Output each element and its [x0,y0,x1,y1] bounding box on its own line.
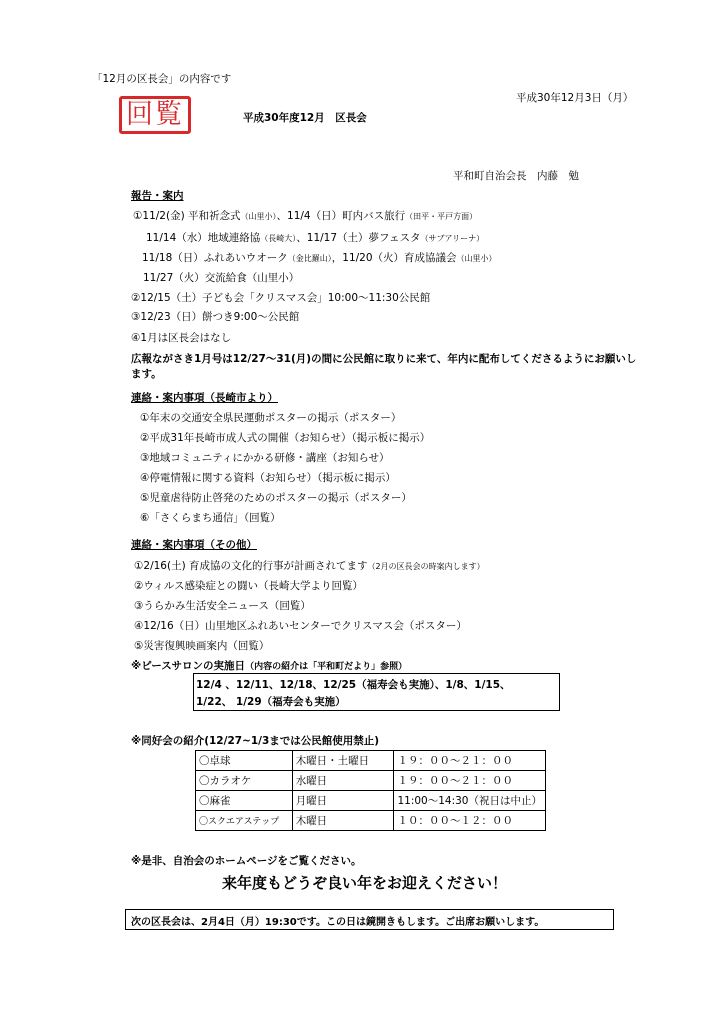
nagasaki-item: ①年末の交通安全県民運動ポスターの掲示（ポスター） [140,412,402,424]
new-year-greeting: 来年度もどうぞ良い年をお迎えください！ [222,874,508,892]
intro-text: 「12月の区長会」の内容です [92,73,232,85]
report-line: 11/27（火）交流給食（山里小） [143,272,300,284]
club-time: １０：００～１２：００ [394,811,546,831]
other-item: ①2/16(土) 育成協の文化的行事が計画されてます（2月の区長会の時案内します） [134,560,485,572]
other-item: ②ウィルス感染症との闘い（長崎大学より回覧） [134,580,363,592]
club-time: １９：００～２１：００ [394,751,546,771]
nagasaki-heading: 連絡・案内事項（長崎市より） [131,392,278,404]
club-name: 〇カラオケ [196,771,293,791]
other-heading: 連絡・案内事項（その他） [131,539,257,551]
document-title: 平成30年度12月 区長会 [243,112,367,124]
other-item: ③うらかみ生活安全ニュース（回覧） [134,600,311,612]
peace-salon-dates: 1/22、 1/29（福寿会も実施） [196,696,346,708]
report-line: 11/14（水）地域連絡協（長崎大）、11/17（土）夢フェスタ（サブアリーナ） [146,232,485,244]
next-meeting-text: 次の区長会は、2月4日（月）19:30です。この日は鏡開きもします。ご出席お願いします。 [131,917,545,928]
report-line: ①11/2(金) 平和祈念式（山里小）、11/4（日）町内バス旅行（田平・平戸方面） [133,210,478,222]
nagasaki-item: ②平成31年長崎市成人式の開催（お知らせ）（掲示板に掲示） [140,432,431,444]
report-line: ②12/15（土）子ども会「クリスマス会」10:00～11:30公民館 [131,292,431,304]
nagasaki-item: ⑤児童虐待防止啓発のためのポスターの掲示（ポスター） [140,492,412,504]
peace-salon-dates: 12/4 、12/11、12/18、12/25（福寿会も実施）、1/8、1/15、 [196,679,511,691]
author-name: 平和町自治会長 内藤 勉 [453,170,579,182]
clubs-heading: ※同好会の紹介(12/27~1/3までは公民館使用禁止) [131,735,380,747]
club-day: 月曜日 [292,791,394,811]
club-time: 11:00～14:30（祝日は中止） [394,791,546,811]
club-day: 木曜日 [292,811,394,831]
kouhou-notice-line1: 広報ながさき1月号は12/27～31(月)の間に公民館に取りに来て、年内に配布してくださるようにお願いし [131,353,637,365]
club-time: １９：００～２１：００ [394,771,546,791]
table-row [196,771,546,791]
nagasaki-item: ③地域コミュニティにかかる研修・講座（お知らせ） [140,452,390,464]
nagasaki-item: ⑥「さくらまち通信」（回覧） [140,512,281,524]
nagasaki-item: ④停電情報に関する資料（お知らせ）（掲示板に掲示） [140,472,396,484]
kouhou-notice-line2: ます。 [131,368,162,380]
club-day: 水曜日 [292,771,394,791]
table-row [196,791,546,811]
reports-heading: 報告・案内 [131,190,184,202]
report-line: 11/18（日）ふれあいウオーク（金比羅山），11/20（火）育成協議会（山里小） [142,252,497,264]
club-name: 〇卓球 [196,751,293,771]
homepage-notice: ※是非、自治会のホームページをご覧ください。 [131,855,362,867]
club-name: 〇スクエアステップ [196,811,293,831]
club-day: 木曜日・土曜日 [292,751,394,771]
club-name: 〇麻雀 [196,791,293,811]
clubs-table [195,750,546,831]
other-item: ④12/16（日）山里地区ふれあいセンターでクリスマス会（ポスター） [134,620,467,632]
table-row [196,811,546,831]
circulation-stamp: 回覧 [119,96,191,134]
other-item: ⑤災害復興映画案内（回覧） [134,640,270,652]
table-row [196,751,546,771]
peace-salon-heading: ※ピースサロンの実施日（内容の紹介は「平和町だより」参照） [131,660,408,672]
report-line: ③12/23（日）餅つき9:00～公民館 [131,311,300,323]
document-date: 平成30年12月3日（月） [516,92,634,104]
report-line: ④1月は区長会はなし [131,332,232,344]
